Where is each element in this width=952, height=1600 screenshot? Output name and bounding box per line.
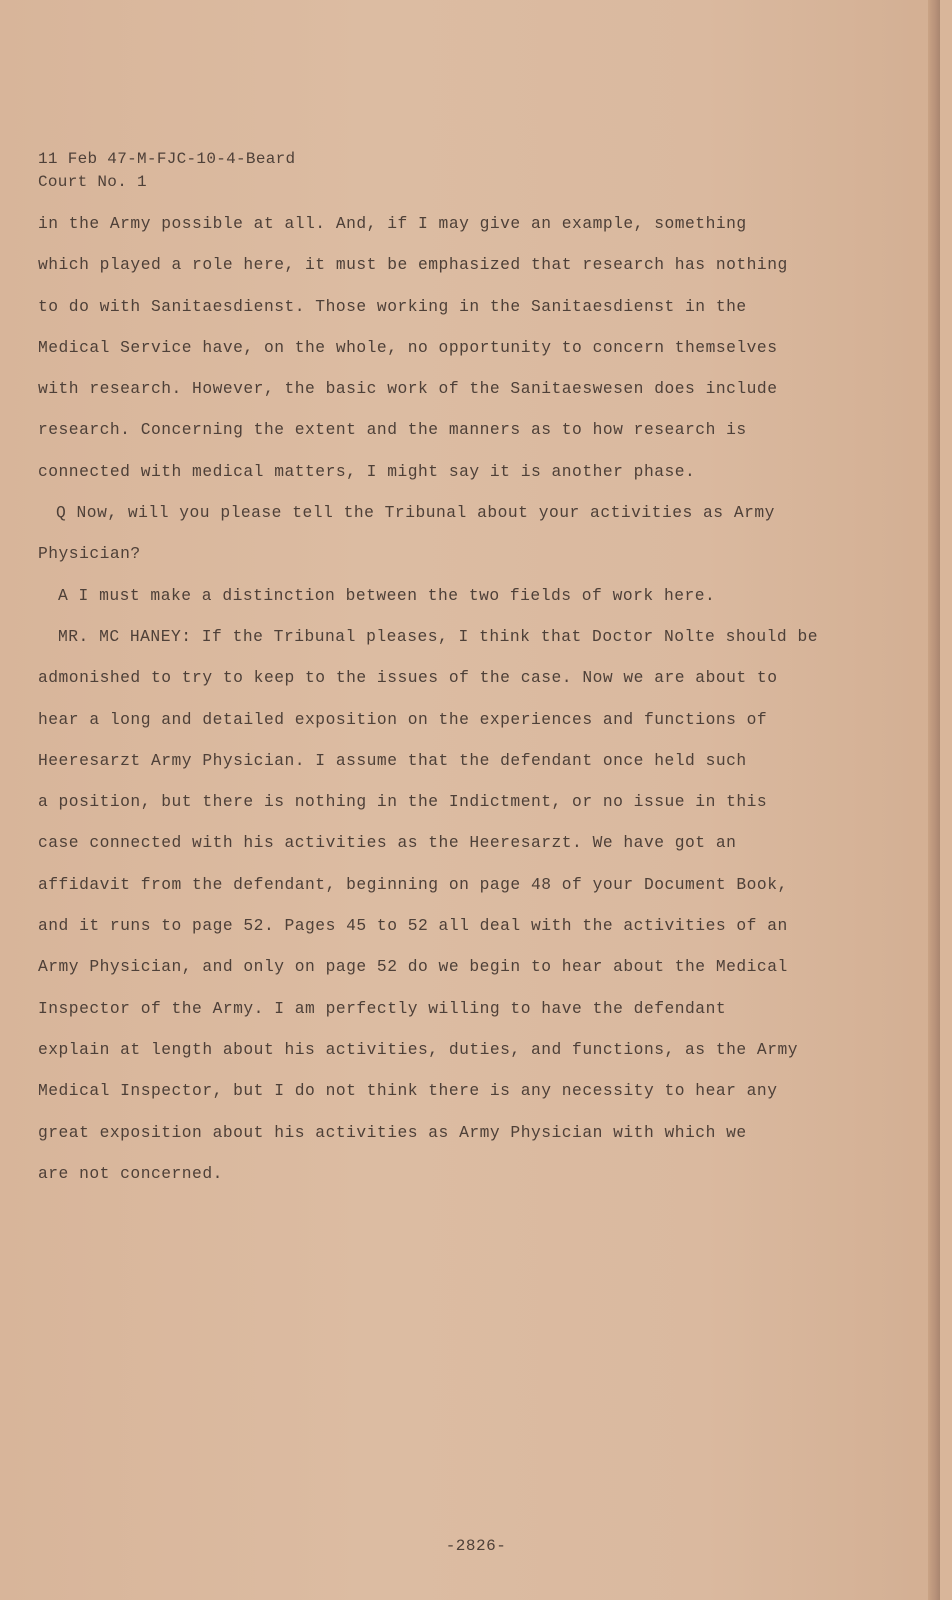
text-line: Army Physician, and only on page 52 do we begin to hear about the Medical (38, 957, 788, 977)
text-line: explain at length about his activities, duties, and functions, as the Army (38, 1039, 799, 1059)
text-line: Physician? (38, 544, 141, 564)
text-line: Medical Service have, on the whole, no opportunity to concern themselves (38, 337, 778, 357)
text-line: are not concerned. (38, 1163, 223, 1183)
text-line: great exposition about his activities as Army Physician with which we (38, 1122, 747, 1142)
header-session-line: 11 Feb 47-M-FJC-10-4-Beard (38, 150, 296, 168)
text-line: admonished to try to keep to the issues of the case. Now we are about to (38, 668, 778, 688)
page-number: -2826- (445, 1537, 507, 1555)
text-line: hear a long and detailed exposition on the experiences and functions of (38, 709, 768, 729)
paper-edge (928, 0, 940, 1600)
text-line: affidavit from the defendant, beginning on page 48 of your Document Book, (38, 874, 788, 894)
transcript-body (38, 203, 838, 1194)
answer-line: A I must make a distinction between the two fields of work here. (58, 585, 716, 605)
text-line: case connected with his activities as the Heeresarzt. We have got an (38, 833, 737, 853)
text-line: connected with medical matters, I might say it is another phase. (38, 461, 696, 481)
text-line: with research. However, the basic work of the Sanitaeswesen does include (38, 379, 778, 399)
text-line: to do with Sanitaesdienst. Those working in the Sanitaesdienst in the (38, 296, 747, 316)
text-line: which played a role here, it must be emphasized that research has nothing (38, 255, 788, 275)
text-line: and it runs to page 52. Pages 45 to 52 all deal with the activities of an (38, 916, 788, 936)
text-line: research. Concerning the extent and the manners as to how research is (38, 420, 747, 440)
speaker-line: MR. MC HANEY: If the Tribunal pleases, I think that Doctor Nolte should be (58, 626, 819, 646)
text-line: a position, but there is nothing in the Indictment, or no issue in this (38, 792, 768, 812)
text-line: in the Army possible at all. And, if I may give an example, something (38, 214, 747, 233)
question-line: Q Now, will you please tell the Tribunal about your activities as Army (56, 503, 775, 523)
text-line: Inspector of the Army. I am perfectly willing to have the defendant (38, 998, 727, 1018)
header-court-line: Court No. 1 (38, 173, 147, 191)
document-header (38, 148, 295, 194)
text-line: Medical Inspector, but I do not think there is any necessity to hear any (38, 1081, 778, 1101)
text-line: Heeresarzt Army Physician. I assume that the defendant once held such (38, 750, 747, 770)
